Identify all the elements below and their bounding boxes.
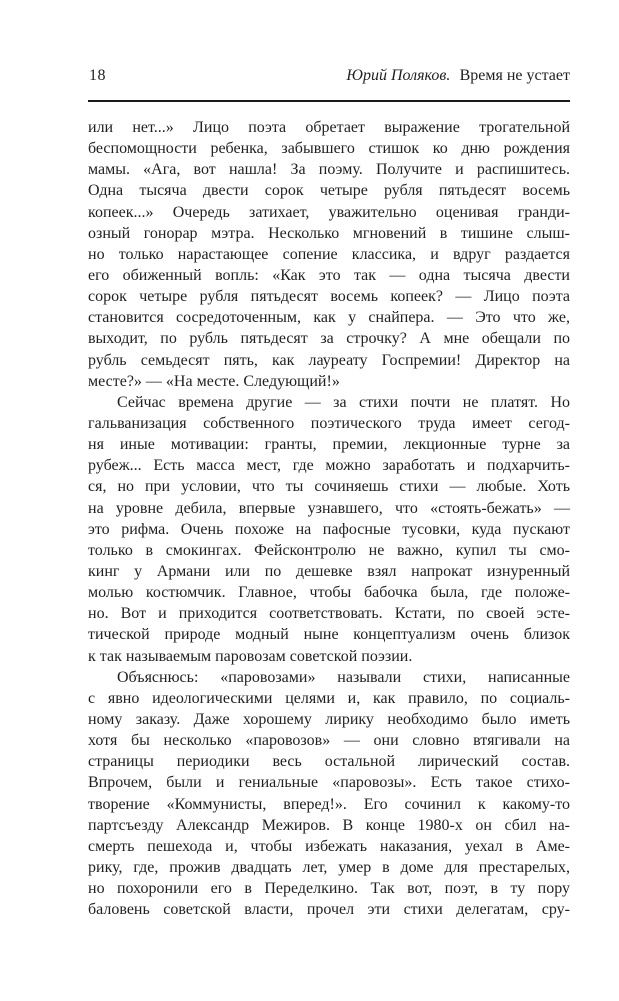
text-line: становится сосредоточенным, как у снайпера. — Это что же, — [88, 309, 570, 327]
text-line: гальванизация собственного поэтического труда имеет сегод- — [88, 414, 570, 432]
text-line: баловень советской власти, прочел эти стихи делегатам, сру- — [88, 901, 570, 919]
running-title — [346, 66, 570, 86]
text-line: копеек...» Очередь затихает, уважительно оценивая гранди- — [88, 203, 570, 221]
running-title-author: Юрий Поляков. — [346, 67, 451, 84]
text-line: молью костюмчик. Главное, чтобы бабочка была, где положе- — [88, 584, 570, 602]
text-line: Объяснюсь: «паровозами» называли стихи, написанные — [117, 668, 570, 686]
text-line: озный гонорар мэтра. Несколько мгновений в тишине слыш- — [88, 224, 570, 242]
text-line: выходит, по рубль пятьдесят за строчку? А мне обещали по — [88, 330, 570, 348]
header-rule — [88, 100, 570, 102]
text-line: хотя бы несколько «паровозов» — они словно втягивали на — [88, 732, 570, 750]
text-line: партсъезду Александр Межиров. В конце 1980-х он сбил на- — [88, 816, 570, 834]
text-line: рику, где, прожив двадцать лет, умер в доме для престарелых, — [88, 858, 570, 876]
text-line: тической природе модный ныне концептуализм очень близок — [88, 626, 570, 644]
text-line: Впрочем, были и гениальные «паровозы». Есть такое стихо- — [88, 774, 570, 792]
running-title-book: Время не устает — [459, 67, 570, 84]
text-line: но. Вот и приходится соответствовать. Кстати, по своей эсте- — [88, 605, 570, 623]
text-line: или нет...» Лицо поэта обретает выражение трогательной — [88, 119, 570, 136]
text-line: рубеж... Есть масса мест, где можно заработать и подхарчить- — [88, 457, 570, 475]
text-line: но похоронили его в Переделкино. Так вот, поэт, в ту пору — [88, 880, 570, 898]
text-line: месте?» — «На месте. Следующий!» — [88, 372, 340, 390]
text-line: сорок четыре рубля пятьдесят восемь копеек? — Лицо поэта — [88, 288, 570, 306]
text-line: творение «Коммунисты, вперед!». Его сочинил к какому-то — [88, 795, 570, 813]
text-line: его обиженный вопль: «Как это так — одна тысяча двести — [88, 266, 570, 284]
text-line: ня иные мотивации: гранты, премии, лекционные турне за — [88, 436, 570, 454]
text-line: к так называемым паровозам советской поэзии. — [88, 647, 413, 665]
text-line: кинг у Армани или по дешевке взял напрокат изнуренный — [88, 562, 570, 580]
text-line: Одна тысяча двести сорок четыре рубля пятьдесят восемь — [88, 182, 570, 200]
text-line: на уровне дебила, впервые узнавшего, что «стоять-бежать» — — [88, 499, 570, 517]
text-line: ному заказу. Даже хорошему лирику необходимо было иметь — [88, 710, 570, 728]
text-line: только в смокингах. Фейсконтролю не важно, купил ты смо- — [88, 541, 570, 559]
body-text — [88, 117, 570, 920]
text-line: мамы. «Ага, вот нашла! За поэму. Получите и распишитесь. — [88, 161, 570, 179]
page-header — [89, 66, 570, 86]
text-line: с явно идеологическими целями и, как правило, по социаль- — [88, 689, 570, 707]
text-line: рубль семьдесят пять, как лауреату Госпремии! Директор на — [88, 351, 570, 369]
text-line: беспомощности ребенка, забывшего стишок ко дню рождения — [88, 140, 570, 158]
text-line: Сейчас времена другие — за стихи почти не платят. Но — [117, 393, 570, 411]
text-line: страницы периодики весь остальной лирический состав. — [88, 753, 570, 771]
text-line: ся, но при условии, что ты сочиняешь стихи — любые. Хоть — [88, 478, 570, 496]
text-line: это рифма. Очень похоже на пафосные тусовки, куда пускают — [88, 520, 570, 538]
text-line: но только нарастающее сопение классика, и вдруг раздается — [88, 245, 570, 263]
page-number: 18 — [89, 67, 106, 84]
text-line: смерть пешехода и, чтобы избежать наказания, уехал в Аме- — [88, 837, 570, 855]
